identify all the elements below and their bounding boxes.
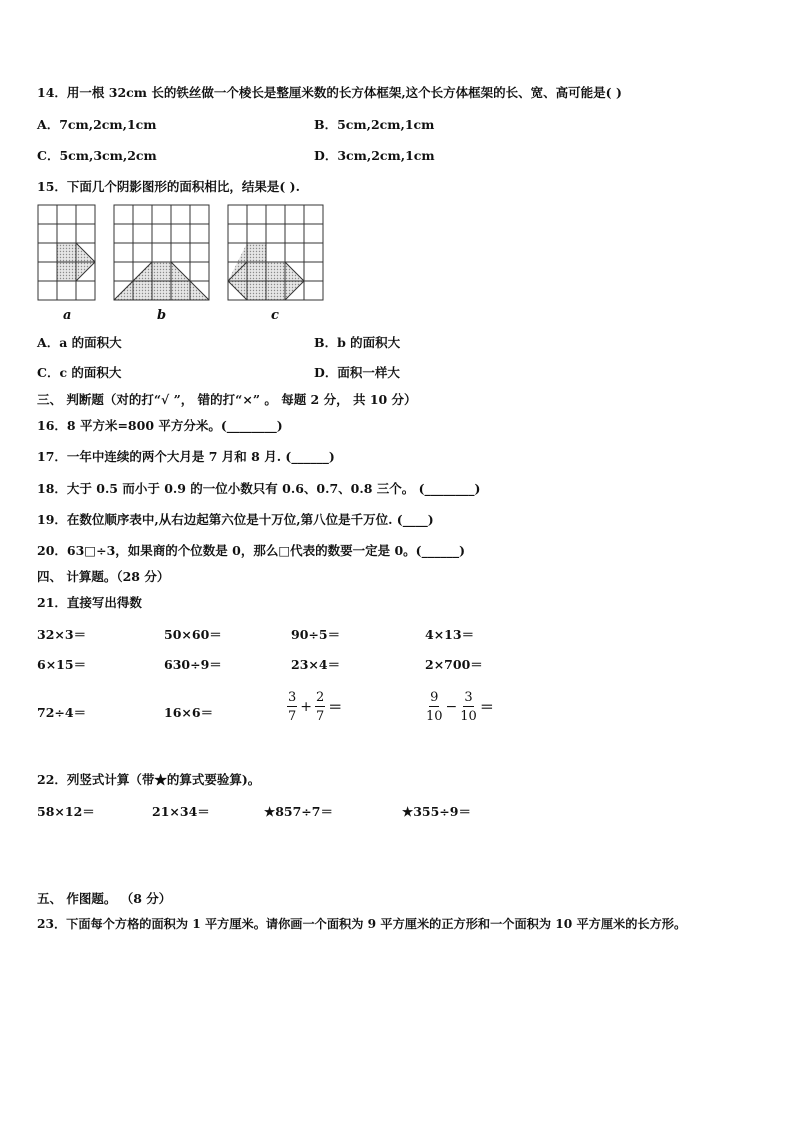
q14-option-d[interactable]: D．3cm,2cm,1cm xyxy=(314,148,435,163)
question-23: 23．下面每个方格的面积为 1 平方厘米。请你画一个面积为 9 平方厘米的正方形和一个面积为 10 平方厘米的长方形。 xyxy=(37,917,687,931)
calc-item: 50×60＝ xyxy=(164,627,222,642)
figure-a-label: a xyxy=(63,308,72,323)
q14-option-c[interactable]: C．5cm,3cm,2cm xyxy=(37,148,157,163)
q14-option-b[interactable]: B．5cm,2cm,1cm xyxy=(314,117,435,132)
section-5-title: 五、 作图题。 （8 分） xyxy=(37,891,172,906)
q14-option-a[interactable]: A．7cm,2cm,1cm xyxy=(37,117,157,132)
q15-option-b[interactable]: B．b 的面积大 xyxy=(314,335,401,350)
vertical-calc-item: 21×34＝ xyxy=(152,804,210,819)
calc-item: 6×15＝ xyxy=(37,657,87,672)
question-20: 20．63□÷3，如果商的个位数是 0，那么□代表的数要一定是 0。(______) xyxy=(37,543,466,558)
calc-item: 90÷5＝ xyxy=(291,627,341,642)
section-3-title: 三、 判断题（对的打“√ ”， 错的打“×” 。 每题 2 分， 共 10 分） xyxy=(37,392,417,407)
figure-c-grid xyxy=(228,205,323,300)
figure-c-label: c xyxy=(271,308,279,323)
question-21-stem: 21．直接写出得数 xyxy=(37,595,142,610)
fraction-expression-1: 3 7 + $\frac{2}{7}$ ＝ xyxy=(288,690,343,724)
vertical-calc-item: ★355÷9＝ xyxy=(402,804,471,819)
question-14-stem: 14．用一根 32cm 长的铁丝做一个棱长是整厘米数的长方体框架,这个长方体框架的长、宽、高可能是( ) xyxy=(37,85,622,100)
question-15-stem: 15．下面几个阴影图形的面积相比，结果是( ). xyxy=(37,179,300,194)
vertical-calc-item: 58×12＝ xyxy=(37,804,95,819)
calc-item: 2×700＝ xyxy=(425,657,483,672)
calc-item: 630÷9＝ xyxy=(164,657,222,672)
fraction-expression-2: 9 10 − $\frac{3}{10}$ ＝ xyxy=(426,690,494,724)
q15-option-c[interactable]: C．c 的面积大 xyxy=(37,365,122,380)
question-16: 16．8 平方米=800 平方分米。(________) xyxy=(37,418,283,433)
calc-item: 72÷4＝ xyxy=(37,705,87,720)
section-4-title: 四、 计算题。（28 分） xyxy=(37,569,170,584)
calc-item: 32×3＝ xyxy=(37,627,87,642)
calc-item: 23×4＝ xyxy=(291,657,341,672)
q15-option-a[interactable]: A．a 的面积大 xyxy=(37,335,122,350)
question-17: 17．一年中连续的两个大月是 7 月和 8 月. (______) xyxy=(37,449,335,464)
figure-b-grid xyxy=(114,205,209,300)
figure-a-grid xyxy=(38,205,95,300)
area-comparison-figures xyxy=(36,203,326,301)
vertical-calc-item: ★857÷7＝ xyxy=(264,804,333,819)
question-18: 18．大于 0.5 而小于 0.9 的一位小数只有 0.6、0.7、0.8 三个。 (________) xyxy=(37,481,481,496)
calc-item: 4×13＝ xyxy=(425,627,475,642)
question-19: 19．在数位顺序表中,从右边起第六位是十万位,第八位是千万位. (____) xyxy=(37,512,434,527)
figure-b-label: b xyxy=(157,308,167,323)
calc-item: 16×6＝ xyxy=(164,705,214,720)
question-22-stem: 22．列竖式计算（带★的算式要验算)。 xyxy=(37,772,261,787)
q15-option-d[interactable]: D．面积一样大 xyxy=(314,365,400,380)
